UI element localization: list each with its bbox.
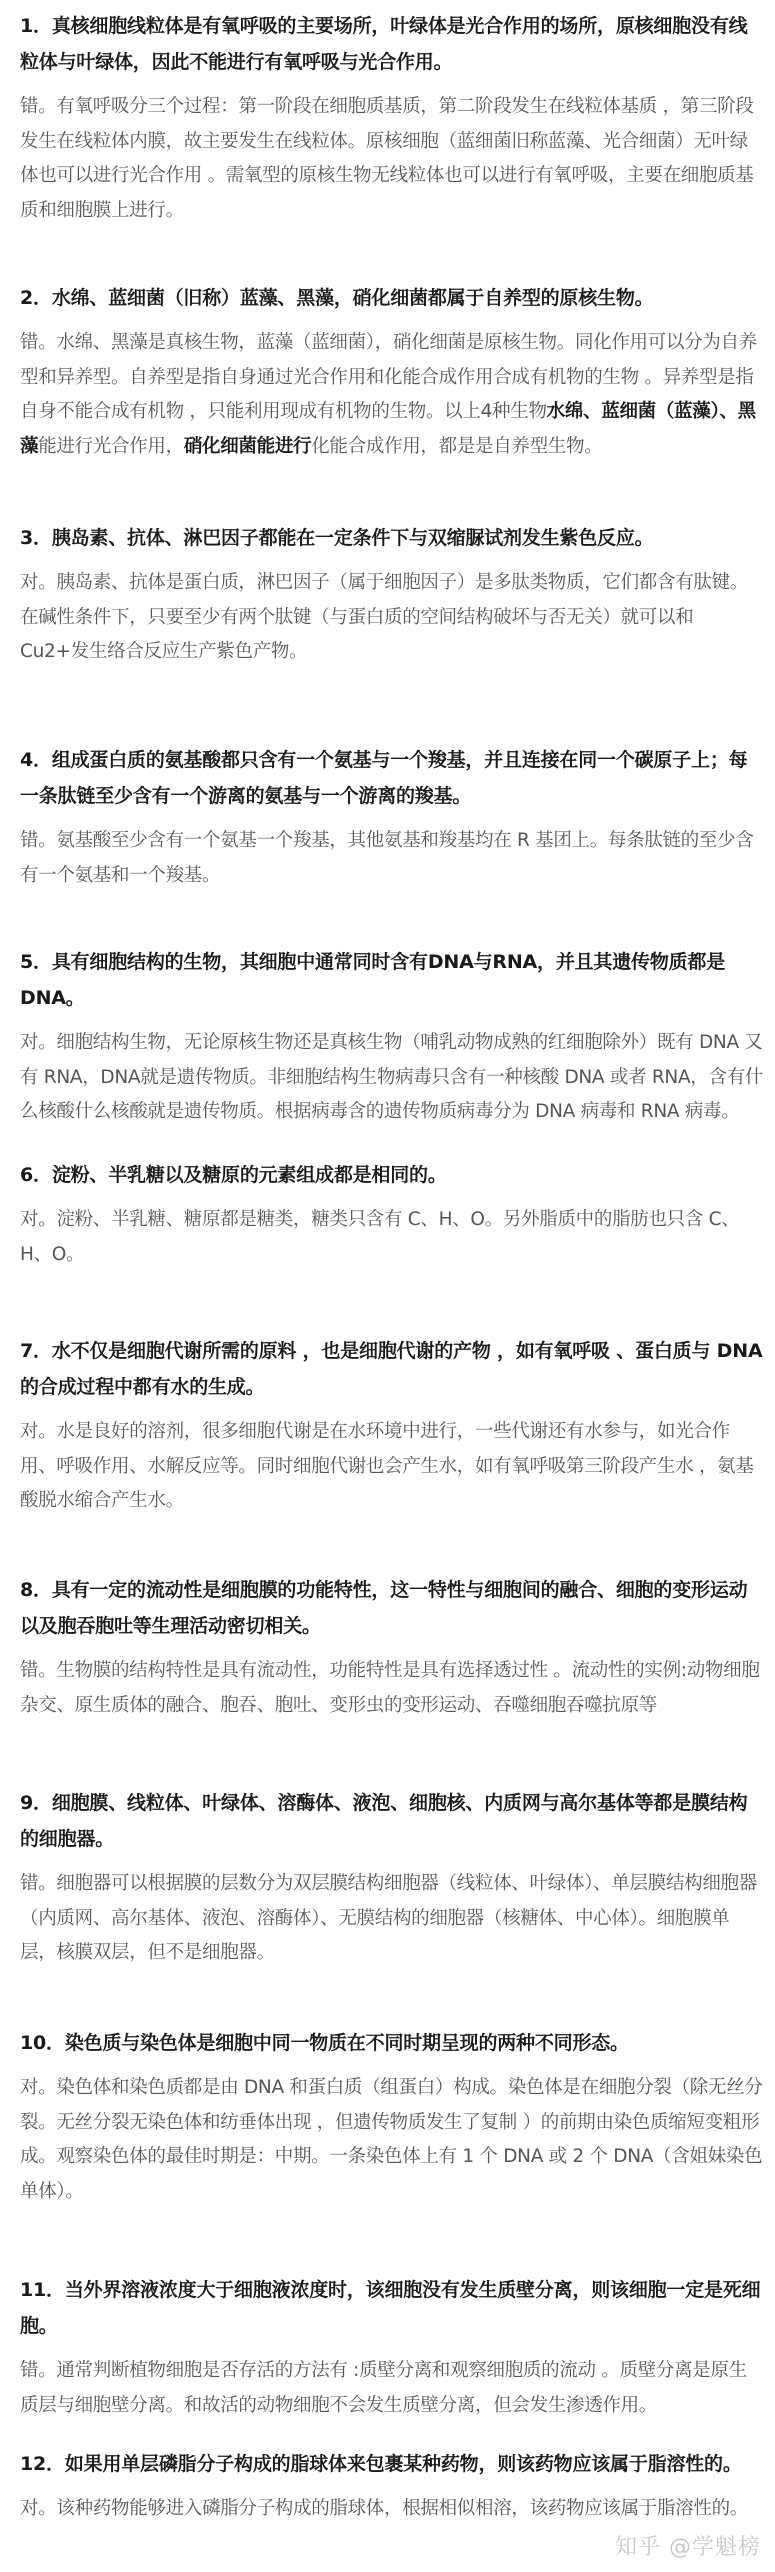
answer-text: 错。细胞器可以根据膜的层数分为双层膜结构细胞器（线粒体、叶绿体）、单层膜结构细胞器（内质网、高尔基体、液泡、溶酶体）、无膜结构的细胞器（核糖体、中心体）。细胞膜单层，核膜双层，但不是细胞器。	[20, 1873, 757, 1963]
answer-text: 对。细胞结构生物，无论原核生物还是真核生物（哺乳动物成熟的红细胞除外）既有 DNA 又有 RNA，DNA就是遗传物质。非细胞结构生物病毒只含有一种核酸 DNA 或者 RNA，含有什么核酸什么核酸就是遗传物质。根据病毒含的遗传物质病毒分为 DNA 病毒和 RNA 病毒。	[20, 1032, 764, 1122]
question-text: 5．具有细胞结构的生物，其细胞中通常同时含有DNA与RNA，并且其遗传物质都是DNA。	[20, 951, 726, 1009]
question-text: 3．胰岛素、抗体、淋巴因子都能在一定条件下与双缩脲试剂发生紫色反应。	[20, 527, 654, 549]
question-text: 8．具有一定的流动性是细胞膜的功能特性，这一特性与细胞间的融合、细胞的变形运动以及胞吞胞吐等生理活动密切相关。	[20, 1579, 748, 1637]
question-text: 7．水不仅是细胞代谢所需的原料 ，也是细胞代谢的产物 ，如有氧呼吸 、蛋白质与 DNA 的合成过程中都有水的生成。	[20, 1340, 763, 1398]
qa-item-2	[20, 280, 765, 464]
answer-segment: 错。水绵、黑藻是真核生物，蓝藻（蓝细菌），硝化细菌是原核生物。同化作用可以分为自养型和异养型。自养型是指自身通过光合作用和化能合成作用合成有机物的生物 。异养型是指自身不能合成有机物 ，只能利用现成有机物的生物。以上4种生物	[20, 332, 757, 422]
answer-text: 错。氨基酸至少含有一个氨基一个羧基，其他氨基和羧基均在 R 基团上。每条肽链的至少含有一个氨基和一个羧基。	[20, 830, 754, 886]
qa-item-9	[20, 1785, 765, 1971]
question-text: 4．组成蛋白质的氨基酸都只含有一个氨基与一个羧基，并且连接在同一个碳原子上；每一条肽链至少含有一个游离的氨基与一个游离的羧基。	[20, 749, 748, 807]
answer-text: 对。水是良好的溶剂，很多细胞代谢是在水环境中进行，一些代谢还有水参与，如光合作用、呼吸作用、水解反应等。同时细胞代谢也会产生水，如有氧呼吸第三阶段产生水 ，氨基酸脱水缩合产生水。	[20, 1421, 754, 1511]
answer-text: 错。有氧呼吸分三个过程：第一阶段在细胞质基质，第二阶段发生在线粒体基质 ，第三阶段发生在线粒体内膜，故主要发生在线粒体。原核细胞（蓝细菌旧称蓝藻、光合细菌）无叶绿体也可以进行光合作用 。需氧型的原核生物无线粒体也可以进行有氧呼吸，主要在细胞质基质和细胞膜上进行。	[20, 96, 754, 221]
answer-segment: 化能合成作用，都是是自养型生物。	[311, 435, 603, 457]
question-text: 10．染色质与染色体是细胞中同一物质在不同时期呈现的两种不同形态。	[20, 2032, 629, 2054]
qa-item-4	[20, 742, 765, 893]
answer-emphasis: 水绵、蓝细菌（蓝藻）、黑藻	[20, 401, 756, 457]
answer-segment: 能进行光合作用，	[38, 435, 184, 457]
question-text: 6．淀粉、半乳糖以及糖原的元素组成都是相同的。	[20, 1164, 447, 1186]
qa-item-1	[20, 8, 765, 228]
qa-item-12	[20, 2446, 765, 2527]
question-text: 12．如果用单层磷脂分子构成的脂球体来包裹某种药物，则该药物应该属于脂溶性的。	[20, 2453, 742, 2475]
qa-item-5	[20, 944, 765, 1130]
qa-item-7	[20, 1333, 765, 1519]
question-text: 2．水绵、蓝细菌（旧称）蓝藻、黑藻，硝化细菌都属于自养型的原核生物。	[20, 287, 654, 309]
answer-text: 错。生物膜的结构特性是具有流动性，功能特性是具有选择透过性 。流动性的实例:动物细胞杂交、原生质体的融合、胞吞、胞吐、变形虫的变形运动、吞噬细胞吞噬抗原等	[20, 1660, 760, 1716]
qa-item-11	[20, 2272, 765, 2423]
question-text: 1．真核细胞线粒体是有氧呼吸的主要场所，叶绿体是光合作用的场所，原核细胞没有线粒体与叶绿体，因此不能进行有氧呼吸与光合作用。	[20, 15, 748, 73]
answer-text: 对。该种药物能够进入磷脂分子构成的脂球体，根据相似相溶，该药物应该属于脂溶性的。	[20, 2498, 749, 2519]
qa-item-8	[20, 1572, 765, 1723]
qa-item-10	[20, 2025, 765, 2209]
question-text: 11．当外界溶液浓度大于细胞液浓度时，该细胞没有发生质壁分离，则该细胞一定是死细胞。	[20, 2279, 761, 2337]
zhihu-watermark: 知乎 @学魁榜	[615, 2535, 761, 2560]
answer-text: 错。通常判断植物细胞是否存活的方法有 :质壁分离和观察细胞质的流动 。质壁分离是原生质层与细胞壁分离。和故活的动物细胞不会发生质壁分离，但会发生渗透作用。	[20, 2360, 747, 2416]
answer-text	[20, 326, 765, 464]
answer-text: 对。胰岛素、抗体是蛋白质，淋巴因子（属于细胞因子）是多肽类物质，它们都含有肽键。在碱性条件下，只要至少有两个肽键（与蛋白质的空间结构破坏与否无关）就可以和 Cu2+发生络合反应生产紫色产物。	[20, 572, 749, 662]
answer-emphasis: 硝化细菌能进行	[183, 435, 312, 457]
question-text: 9．细胞膜、线粒体、叶绿体、溶酶体、液泡、细胞核、内质网与高尔基体等都是膜结构的细胞器。	[20, 1792, 748, 1850]
answer-text: 对。淀粉、半乳糖、糖原都是糖类，糖类只含有 C、H、O。另外脂质中的脂肪也只含 C、H、O。	[20, 1209, 740, 1265]
answer-text: 对。染色体和染色质都是由 DNA 和蛋白质（组蛋白）构成。染色体是在细胞分裂（除无丝分裂。无丝分裂无染色体和纺垂体出现 ，但遗传物质发生了复制 ）的前期由染色质缩短变粗形成。观察染色体的最佳时期是：中期。一条染色体上有 1 个 DNA 或 2 个 DNA（含姐妹染色单体）。	[20, 2077, 763, 2202]
qa-item-6	[20, 1157, 765, 1272]
qa-item-3	[20, 520, 765, 670]
